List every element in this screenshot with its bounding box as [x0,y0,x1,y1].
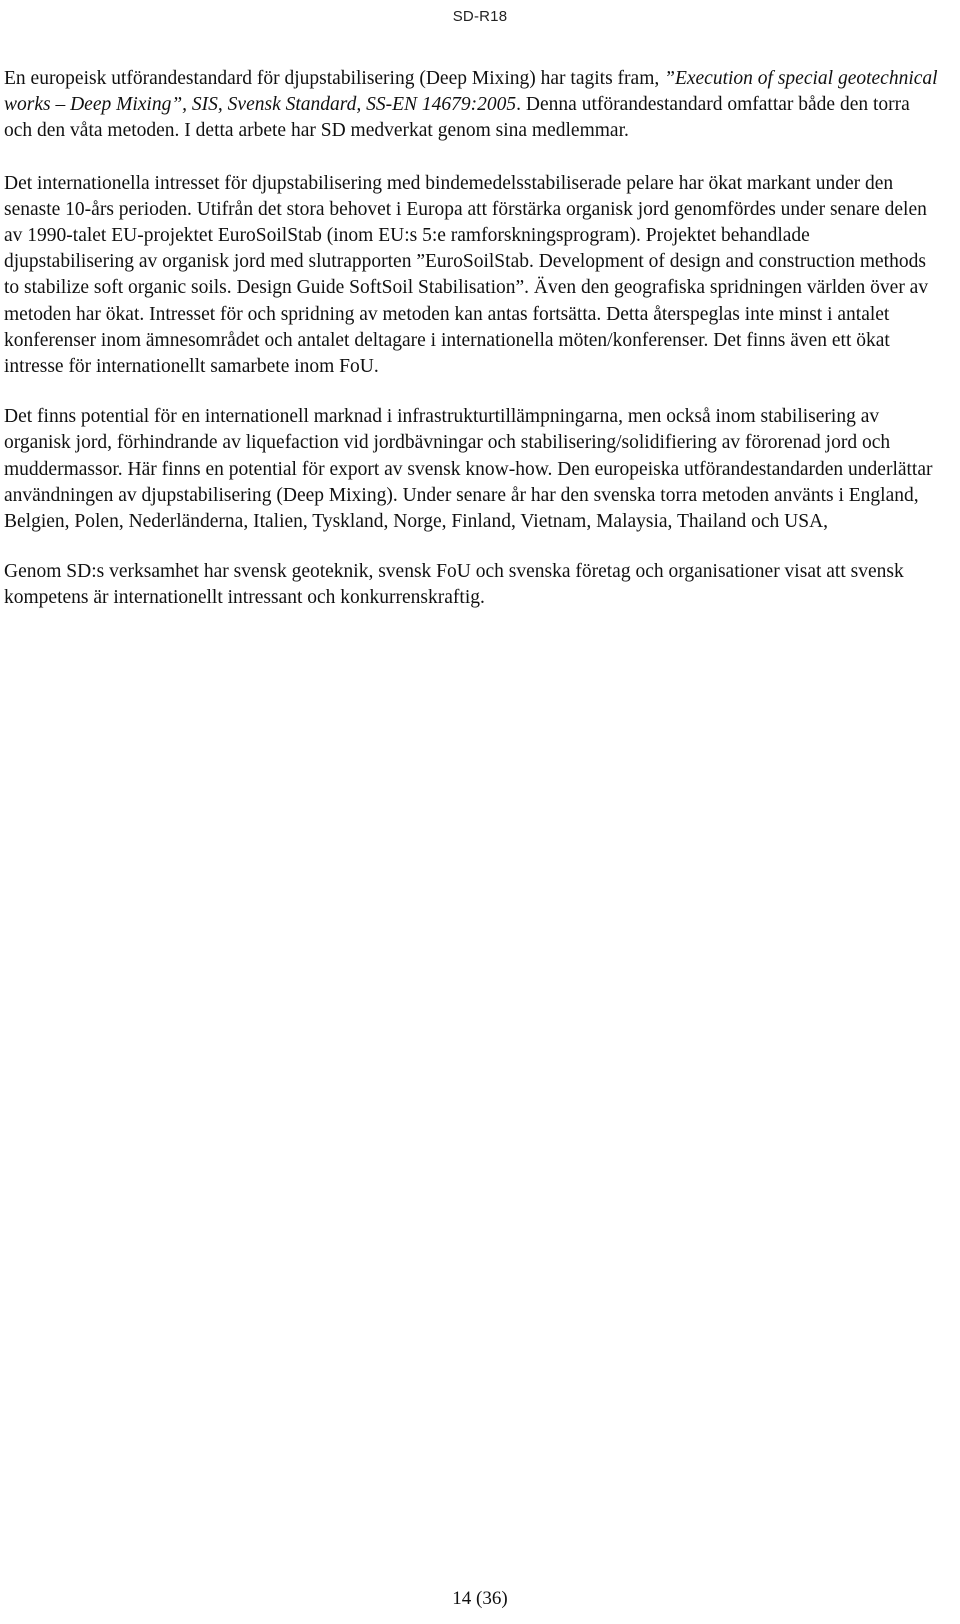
paragraph-conclusion: Genom SD:s verksamhet har svensk geoteknik, svensk FoU och svenska företag och organisationer visat att svensk kompetens är internationellt intressant och konkurrenskraftig. [4,561,904,609]
paragraph-standard [4,66,939,145]
page-number: 14 (36) [452,1588,508,1609]
paragraph-standard-tail: . Denna utförandestandard omfattar både den torra och den våta metoden. I detta arbete har SD medverkat genom sina medlemmar. [4,94,910,142]
paragraph-market-potential: Det finns potential för en internationell marknad i infrastrukturtillämpningarna, men också inom stabilisering av organisk jord, förhindrande av liquefaction vid jordbävningar och stabilisering/solidifiering av förorenad jord och muddermassor. Här finns en potential för export av svensk know-how. Den europeiska utförandestandarden underlättar användningen av djupstabilisering (Deep Mixing). Under senare år har den svenska torra metoden använts i England, Belgien, Polen, Nederländerna, Italien, Tyskland, Norge, Finland, Vietnam, Malaysia, Thailand och USA, [4,406,933,533]
document-body [4,66,939,638]
paragraph-standard-lead: En europeisk utförandestandard för djupstabilisering (Deep Mixing) har tagits fram, [4,68,665,89]
paragraph-international-interest: Det internationella intresset för djupstabilisering med bindemedelsstabiliserade pelare har ökat markant under den senaste 10-års perioden. Utifrån det stora behovet i Europa att förstärka organisk jord genomfördes under senare delen av 1990-talet EU-projektet EuroSoilStab (inom EU:s 5:e ramforskningsprogram). Projektet behandlade djupstabilisering av organisk jord med slutrapporten ”EuroSoilStab. Development of design and construction methods to stabilize soft organic soils. Design Guide SoftSoil Stabilisation”. Även den geografiska spridningen världen över av metoden har ökat. Intresset för och spridning av metoden kan antas fortsätta. Detta återspeglas inte minst i antalet konferenser inom ämnesområdet och antalet deltagare i internationella möten/konferenser. Det finns även ett ökat intresse för internationellt samarbete inom FoU. [4,172,929,378]
document-header-id: SD-R18 [452,8,508,25]
standard-title: ”Execution of special geotechnical works – Deep Mixing”, SIS, Svensk Standard, SS-EN 14679:2005 [4,68,938,116]
